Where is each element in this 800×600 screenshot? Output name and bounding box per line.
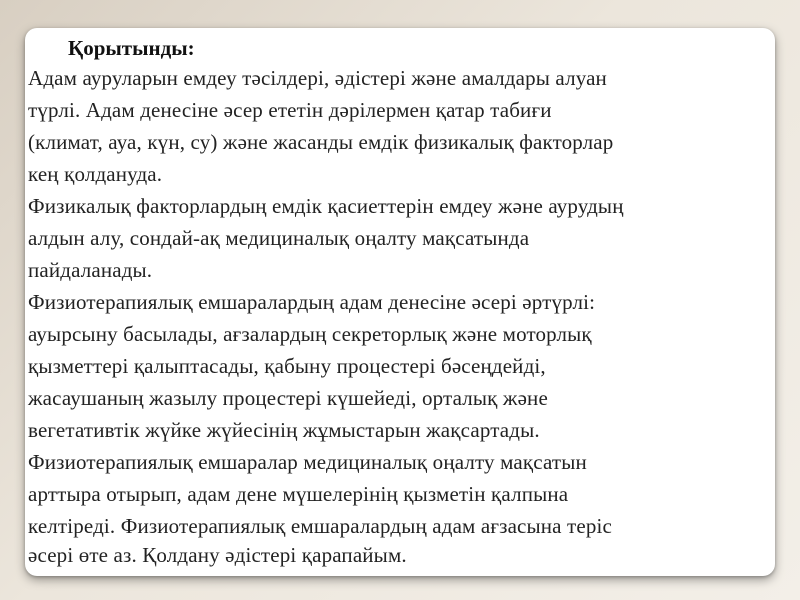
body-line-12: вегетативтік жүйке жүйесінің жұмыстарын жақсартады. — [28, 418, 540, 442]
body-line-9: ауырсыну басылады, ағзалардың секреторлық және моторлық — [28, 322, 592, 346]
body-line-3: (климат, ауа, күн, су) және жасанды емдік физикалық факторлар — [28, 130, 614, 154]
slide-title: Қорытынды: — [68, 36, 195, 60]
body-line-2: түрлі. Адам денесіне әсер ететін дәрілермен қатар табиғи — [28, 98, 552, 122]
body-line-14: арттыра отырып, адам дене мүшелерінің қызметін қалпына — [28, 482, 569, 506]
body-line-7: пайдаланады. — [28, 258, 153, 282]
body-line-13: Физиотерапиялық емшаралар медициналық оңалту мақсатын — [28, 450, 587, 474]
body-line-15: келтіреді. Физиотерапиялық емшаралардың адам ағзасына теріс — [28, 514, 612, 538]
body-line-10: қызметтері қалыптасады, қабыну процестері бәсеңдейді, — [28, 354, 546, 378]
body-line-1: Адам ауруларын емдеу тәсілдері, әдістері және амалдары алуан — [28, 66, 607, 90]
body-line-6: алдын алу, сондай-ақ медициналық оңалту мақсатында — [28, 226, 530, 250]
body-line-11: жасаушаның жазылу процестері күшейеді, орталық және — [28, 386, 548, 410]
body-line-5: Физикалық факторлардың емдік қасиеттерін емдеу және аурудың — [28, 194, 624, 218]
body-line-4: кең қолдануда. — [28, 162, 163, 186]
body-line-16: әсері өте аз. Қолдану әдістері қарапайым. — [28, 543, 407, 567]
body-line-8: Физиотерапиялық емшаралардың адам денесіне әсері әртүрлі: — [28, 290, 596, 314]
